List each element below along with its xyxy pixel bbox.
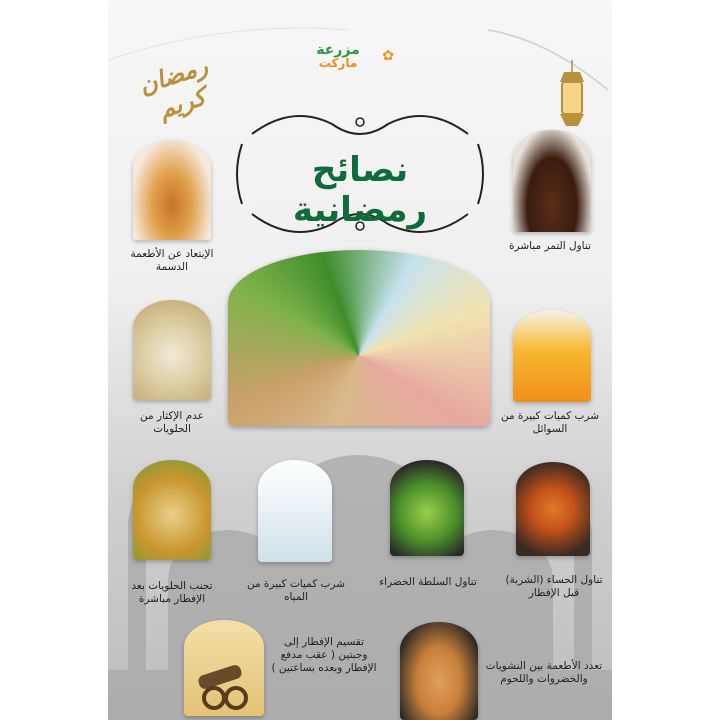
tip-variety-caption: تعدد الأطعمة بين النشويات والخضروات واللحوم bbox=[485, 660, 603, 685]
healthy-food-platter-image bbox=[228, 250, 490, 426]
fast-food-image bbox=[133, 140, 211, 240]
tip-fluids-caption: شرب كميات كبيرة من السوائل bbox=[500, 410, 600, 435]
juice-image bbox=[513, 310, 591, 402]
cannon-icon bbox=[194, 660, 256, 712]
market-logo: مزرعة ماركت ✿ bbox=[316, 42, 394, 70]
salad-image bbox=[390, 460, 464, 556]
poster bbox=[108, 0, 612, 720]
lantern-icon bbox=[550, 60, 594, 140]
tip-sweets-less-caption: عدم الإكثار من الحلويات bbox=[140, 410, 204, 435]
tip-salad-caption: تناول السلطة الخضراء bbox=[379, 576, 477, 588]
dates-image bbox=[513, 130, 591, 232]
soup-image bbox=[516, 462, 590, 556]
tip-sweets-avoid-caption: تجنب الحلويات بعد الإفطار مباشرة bbox=[131, 580, 213, 605]
tip-fastfood-caption: الإبتعاد عن الأطعمة الدسمة bbox=[130, 248, 214, 273]
ramadan-kareem-calligraphy: رمضان كريم bbox=[135, 50, 212, 124]
tip-split-iftar-caption: تقسيم الإفطار إلى وجبتين ( عقب مدفع الإفطار وبعده بساعتين ) bbox=[271, 636, 377, 674]
flower-icon: ✿ bbox=[382, 48, 394, 64]
baklava-image bbox=[133, 460, 211, 560]
sweets-image bbox=[133, 300, 211, 400]
page-title: نصائح رمضانية bbox=[292, 150, 428, 230]
tip-dates-caption: تناول التمر مباشرة bbox=[509, 240, 591, 252]
tip-soup-caption: تناول الحساء (الشربة) قبل الإفطار bbox=[505, 574, 603, 599]
grilled-chicken-image bbox=[400, 622, 478, 720]
crescent-icon bbox=[590, 78, 606, 96]
water-glass-image bbox=[258, 460, 332, 562]
tip-water-caption: شرب كميات كبيرة من المياه bbox=[246, 578, 346, 603]
